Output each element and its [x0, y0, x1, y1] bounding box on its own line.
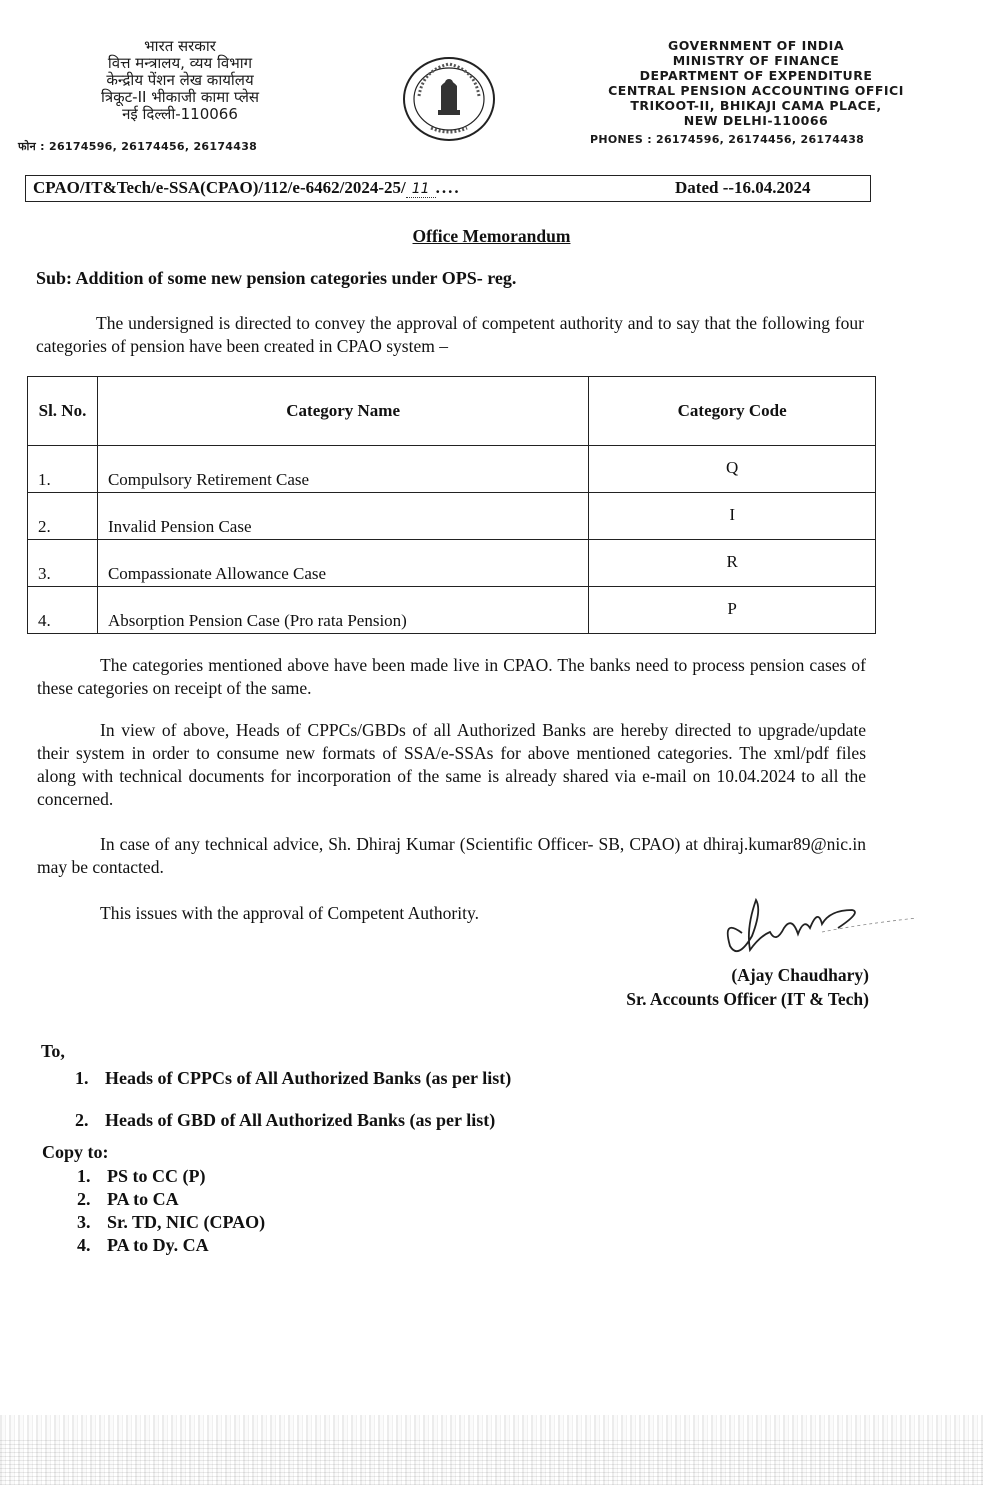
hindi-line: नई दिल्ली-110066: [122, 105, 238, 123]
cell-sl: 1.: [28, 446, 98, 493]
list-item: 1. PS to CC (P): [77, 1166, 206, 1186]
english-line: DEPARTMENT OF EXPENDITURE: [639, 68, 873, 83]
header-category-code: Category Code: [589, 377, 876, 446]
cell-name: Invalid Pension Case: [97, 493, 588, 540]
intro-paragraph: The undersigned is directed to convey the approval of competent authority and to say that the following four categories of pension have been created in CPAO system –: [36, 313, 864, 356]
to-list: [75, 1057, 511, 1141]
hindi-line: भारत सरकार: [144, 37, 216, 55]
cell-code: P: [589, 587, 876, 634]
hindi-phone: फोन : 26174596, 26174456, 26174438: [18, 140, 258, 153]
english-line: TRIKOOT-II, BHIKAJI CAMA PLACE,: [630, 98, 882, 113]
paragraph-directive: In view of above, Heads of CPPCs/GBDs of all Authorized Banks are hereby directed to upgrade/update their system in order to consume new formats of SSA/e-SSAs for above mentioned categories. The xml/pdf files along with technical documents for incorporation of the same is already shared via e-mail on 10.04.2024 to all the concerned.: [37, 720, 866, 809]
scan-noise-band: [0, 1440, 983, 1485]
table-header-row: [28, 377, 876, 446]
hindi-header: [30, 38, 330, 123]
signature-block: [560, 963, 869, 1011]
cell-name: Absorption Pension Case (Pro rata Pension): [97, 587, 588, 634]
copy-to-list: [77, 1165, 265, 1257]
list-item: 2. PA to CA: [77, 1189, 179, 1209]
page-title: Office Memorandum: [412, 226, 571, 246]
cell-sl: 3.: [28, 540, 98, 587]
cell-code: R: [589, 540, 876, 587]
hindi-line: वित्त मन्त्रालय, व्यय विभाग: [107, 54, 253, 72]
english-phone: PHONES : 26174596, 26174456, 26174438: [590, 133, 865, 146]
table-row: [28, 446, 876, 493]
english-line: MINISTRY OF FINANCE: [672, 53, 840, 68]
english-line: CENTRAL PENSION ACCOUNTING OFFICI: [608, 83, 904, 98]
english-header: [560, 38, 952, 128]
signatory-name: (Ajay Chaudhary): [731, 965, 869, 985]
list-item: 3. Sr. TD, NIC (CPAO): [77, 1212, 266, 1232]
signatory-designation: Sr. Accounts Officer (IT & Tech): [626, 989, 869, 1009]
dated: Dated --16.04.2024: [675, 178, 811, 197]
paragraph-contact: In case of any technical advice, Sh. Dhiraj Kumar (Scientific Officer- SB, CPAO) at dhiraj.kumar89@nic.in may be contacted.: [37, 834, 866, 877]
cell-name: Compulsory Retirement Case: [97, 446, 588, 493]
list-item: 1. Heads of CPPCs of All Authorized Banks (as per list): [75, 1068, 512, 1088]
cell-sl: 4.: [28, 587, 98, 634]
reference-number: CPAO/IT&Tech/e-SSA(CPAO)/112/e-6462/2024-25/ 11 ....: [33, 178, 461, 197]
header-category-name: Category Name: [97, 377, 588, 446]
copy-to-label: Copy to:: [42, 1142, 109, 1162]
list-item: 2. Heads of GBD of All Authorized Banks (as per list): [75, 1110, 496, 1130]
hindi-line: त्रिकूट-II भीकाजी कामा प्लेस: [100, 88, 260, 106]
hindi-line: केन्द्रीय पेंशन लेख कार्यालय: [106, 71, 254, 89]
handwritten-ref-suffix: 11: [406, 181, 436, 198]
category-table: [27, 376, 876, 634]
to-label: To,: [41, 1041, 65, 1061]
english-line: NEW DELHI-110066: [683, 113, 829, 128]
header-sl-no: Sl. No.: [28, 377, 98, 446]
english-line: GOVERNMENT OF INDIA: [668, 38, 844, 53]
table-row: [28, 587, 876, 634]
cell-sl: 2.: [28, 493, 98, 540]
central-pension-accounting-office-seal-icon: [401, 56, 497, 142]
cell-name: Compassionate Allowance Case: [97, 540, 588, 587]
subject-line: Sub: Addition of some new pension categories under OPS- reg.: [36, 268, 517, 288]
paragraph-live: The categories mentioned above have been made live in CPAO. The banks need to process pension cases of these categories on receipt of the same.: [37, 655, 866, 698]
cell-code: I: [589, 493, 876, 540]
list-item: 4. PA to Dy. CA: [77, 1235, 209, 1255]
cell-code: Q: [589, 446, 876, 493]
paragraph-approval: This issues with the approval of Competent Authority.: [100, 903, 479, 923]
table-row: [28, 493, 876, 540]
table-row: [28, 540, 876, 587]
signature-scribble: [712, 888, 927, 968]
